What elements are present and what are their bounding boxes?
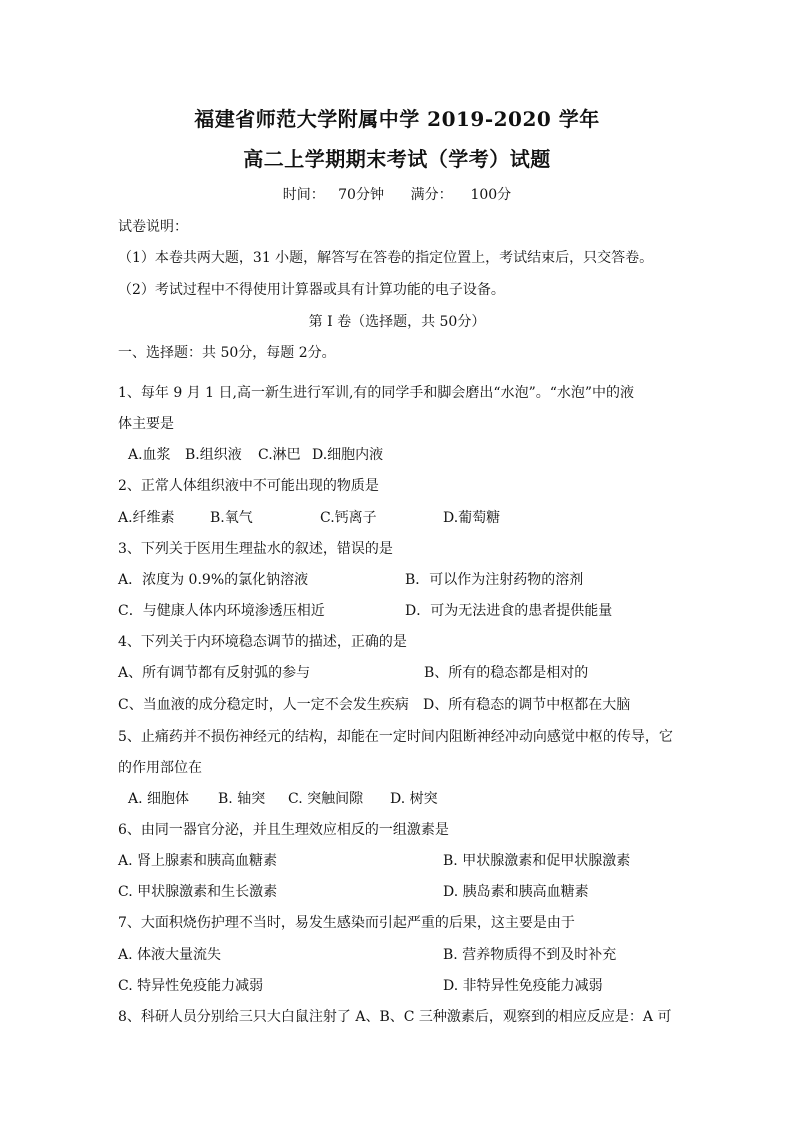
question-5-option-c: C. 突触间隙: [288, 791, 364, 807]
question-2-option-b: B.氧气: [210, 510, 253, 526]
question-4-option-d: D、所有稳态的调节中枢都在大脑: [423, 697, 631, 713]
question-6-option-d: D. 胰岛素和胰高血糖素: [443, 884, 589, 900]
question-3-stem: 3、下列关于医用生理盐水的叙述，错误的是: [118, 541, 393, 557]
question-2-option-d: D.葡萄糖: [443, 510, 505, 526]
question-6-stem: 6、由同一器官分泌，并且生理效应相反的一组激素是: [118, 822, 449, 838]
question-3-option-d: D．可为无法进食的患者提供能量: [405, 603, 613, 619]
question-5-stem: 5、止痛药并不损伤神经元的结构，却能在一定时间内阻断神经冲动向感觉中枢的传导，它: [118, 729, 673, 745]
time-score-info: 时间： 70分钟 满分： 100分: [282, 187, 512, 203]
question-1-stem-cont: 体主要是: [118, 416, 174, 432]
instruction-item-2: （2）考试过程中不得使用计算器或具有计算功能的电子设备。: [118, 282, 505, 298]
question-1-option-a: A.血浆: [128, 447, 171, 463]
question-5-option-b: B. 轴突: [218, 791, 266, 807]
question-7-stem: 7、大面积烧伤护理不当时，易发生感染而引起严重的后果，这主要是由于: [118, 915, 575, 931]
question-7-option-a: A. 体液大量流失: [118, 947, 222, 963]
question-3-option-c: C．与健康人体内环境渗透压相近: [118, 603, 325, 619]
question-8-stem: 8、科研人员分别给三只大白鼠注射了 A、B、C 三种激素后，观察到的相应反应是：A 可: [118, 1009, 672, 1025]
exam-title-line2: 高二上学期期末考试（学考）试题: [243, 147, 551, 171]
question-5-option-d: D. 树突: [390, 791, 438, 807]
question-5-stem-cont: 的作用部位在: [118, 760, 202, 776]
question-4-option-c: C、当血液的成分稳定时，人一定不会发生疾病: [118, 697, 409, 713]
question-1-option-d: D.细胞内液: [312, 447, 384, 463]
question-7-option-d: D. 非特异性免疫能力减弱: [443, 978, 603, 994]
question-2-option-a: A.纤维素: [118, 510, 175, 526]
section-heading: 一、选择题：共 50分，每题 2分。: [118, 345, 336, 361]
question-4-option-b: B、所有的稳态都是相对的: [424, 665, 589, 681]
question-7-option-b: B. 营养物质得不到及时补充: [443, 947, 617, 963]
question-1-stem: 1、每年 9 月 1 日,高一新生进行军训,有的同学手和脚会磨出“水泡”。“水泡”中的液: [118, 385, 635, 401]
exam-title-line1: 福建省师范大学附属中学 2019-2020 学年: [194, 107, 600, 131]
question-3-option-b: B．可以作为注射药物的溶剂: [405, 572, 584, 588]
question-2-stem: 2、正常人体组织液中不可能出现的物质是: [118, 478, 384, 494]
question-3-option-a: A．浓度为 0.9%的氯化钠溶液: [118, 572, 309, 588]
question-6-option-a: A. 肾上腺素和胰高血糖素: [118, 853, 278, 869]
question-1-option-b: B.组织液: [185, 447, 242, 463]
question-6-option-c: C. 甲状腺激素和生长激素: [118, 884, 278, 900]
question-7-option-c: C. 特异性免疫能力减弱: [118, 978, 264, 994]
instruction-item-1: （1）本卷共两大题，31 小题，解答写在答卷的指定位置上，考试结束后，只交答卷。: [118, 250, 654, 266]
question-4-stem: 4、下列关于内环境稳态调节的描述，正确的是: [118, 634, 407, 650]
question-6-option-b: B. 甲状腺激素和促甲状腺激素: [443, 853, 631, 869]
part-title: 第 I 卷（选择题，共 50分）: [308, 314, 486, 330]
question-2-option-c: C.钙离子: [320, 510, 377, 526]
question-5-option-a: A. 细胞体: [128, 791, 190, 807]
question-4-option-a: A、所有调节都有反射弧的参与: [118, 665, 311, 681]
question-1-option-c: C.淋巴: [258, 447, 301, 463]
instructions-heading: 试卷说明：: [118, 219, 188, 235]
